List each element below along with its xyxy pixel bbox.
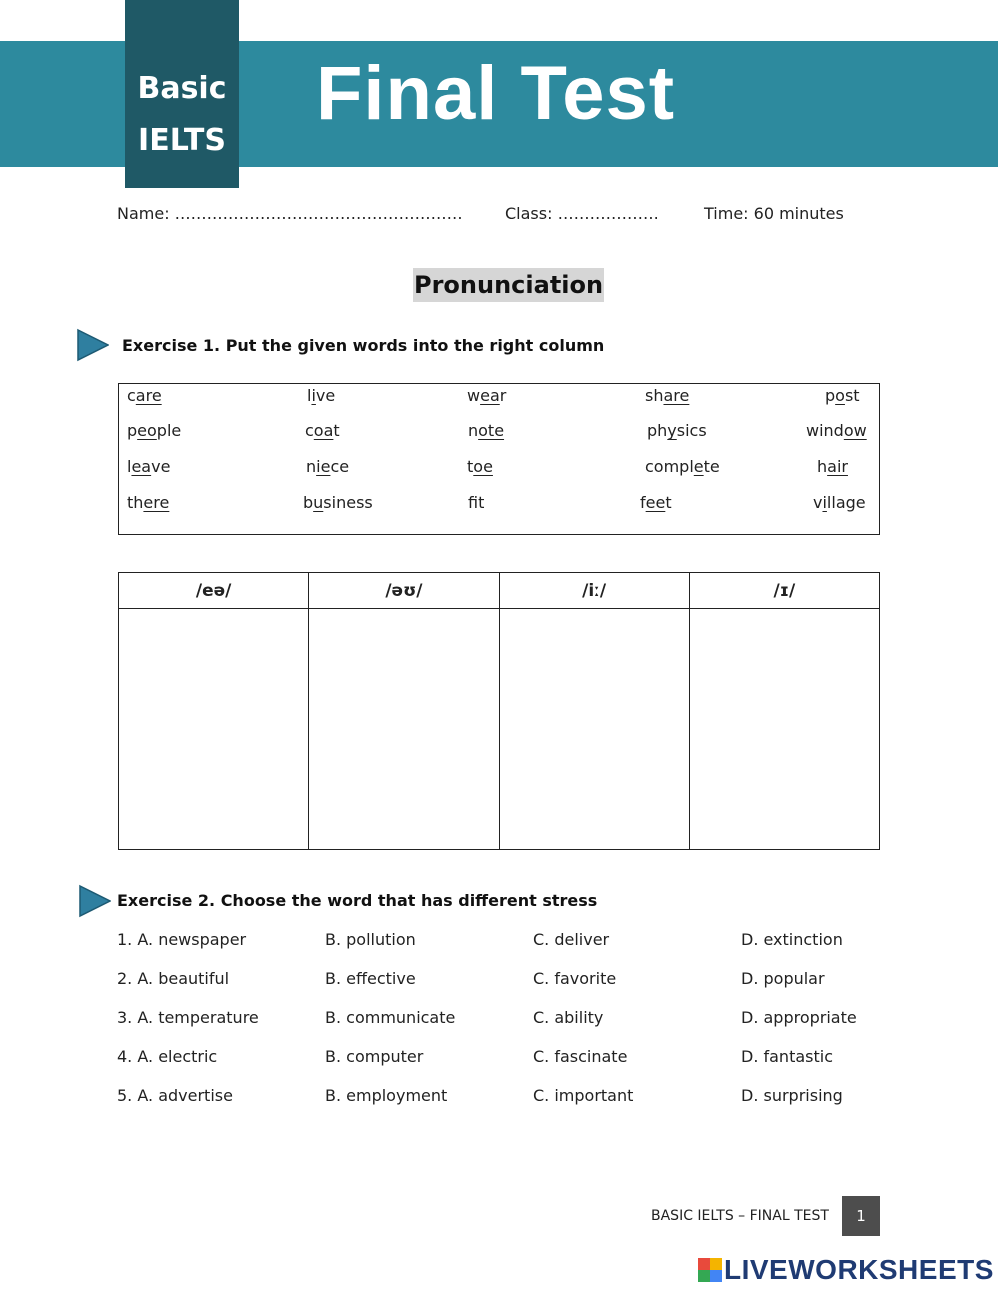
answer-option[interactable]: C. favorite: [533, 969, 617, 988]
answer-option[interactable]: B. communicate: [325, 1008, 456, 1027]
question-row: [117, 930, 897, 954]
question-row: [117, 1047, 897, 1071]
answer-option[interactable]: B. pollution: [325, 930, 416, 949]
word-item[interactable]: share: [645, 386, 690, 405]
footer-label: BASIC IELTS – FINAL TEST: [651, 1208, 829, 1224]
word-item[interactable]: post: [825, 386, 860, 405]
answer-option[interactable]: 3. A. temperature: [117, 1008, 259, 1027]
badge-line1: Basic: [137, 71, 227, 106]
word-item[interactable]: wear: [467, 386, 507, 405]
word-item[interactable]: niece: [306, 457, 350, 476]
answer-option[interactable]: D. fantastic: [741, 1047, 833, 1066]
drop-zone-ii[interactable]: [499, 609, 689, 850]
play-arrow-icon: [77, 884, 111, 918]
drop-zone-ea[interactable]: [119, 609, 309, 850]
column-header-ea: /eə/: [119, 573, 309, 609]
answer-option[interactable]: B. computer: [325, 1047, 424, 1066]
word-item[interactable]: toe: [467, 457, 493, 476]
section-heading: Pronunciation: [413, 268, 604, 302]
word-item[interactable]: care: [127, 386, 162, 405]
word-item[interactable]: hair: [817, 457, 848, 476]
answer-option[interactable]: D. surprising: [741, 1086, 843, 1105]
drop-zone-i[interactable]: [689, 609, 879, 850]
exercise1-title: Exercise 1. Put the given words into the right column: [122, 336, 605, 355]
answer-option[interactable]: D. appropriate: [741, 1008, 857, 1027]
badge-line2: IELTS: [138, 123, 226, 158]
word-item[interactable]: complete: [645, 457, 720, 476]
play-arrow-icon: [75, 328, 109, 362]
answer-option[interactable]: B. employment: [325, 1086, 448, 1105]
name-field[interactable]: Name: ………………………………………………: [117, 204, 463, 223]
word-bank: [118, 383, 880, 535]
column-header-i: /ɪ/: [689, 573, 879, 609]
answer-option[interactable]: 4. A. electric: [117, 1047, 218, 1066]
word-item[interactable]: people: [127, 421, 182, 440]
column-header-ii: /iː/: [499, 573, 689, 609]
answer-option[interactable]: C. deliver: [533, 930, 610, 949]
liveworksheets-mark-icon: [698, 1258, 722, 1282]
answer-option[interactable]: D. popular: [741, 969, 825, 988]
page-title: Final Test: [316, 51, 676, 136]
liveworksheets-logo: [698, 1256, 994, 1284]
word-item[interactable]: leave: [127, 457, 171, 476]
exercise2-title: Exercise 2. Choose the word that has different stress: [117, 891, 598, 910]
question-row: [117, 1008, 897, 1032]
word-item[interactable]: village: [813, 493, 866, 512]
word-item[interactable]: window: [806, 421, 867, 440]
word-item[interactable]: ft: [468, 493, 485, 512]
word-item[interactable]: note: [468, 421, 505, 440]
question-row: [117, 969, 897, 993]
word-item[interactable]: physics: [647, 421, 707, 440]
word-item[interactable]: coat: [305, 421, 340, 440]
answer-option[interactable]: 2. A. beautiful: [117, 969, 230, 988]
answer-option[interactable]: C. ability: [533, 1008, 604, 1027]
word-item[interactable]: live: [307, 386, 336, 405]
liveworksheets-wordmark: LIVEWORKSHEETS: [724, 1254, 994, 1285]
answer-option[interactable]: C. fascinate: [533, 1047, 628, 1066]
word-item[interactable]: there: [127, 493, 170, 512]
answer-option[interactable]: B. effective: [325, 969, 416, 988]
time-label: Time: 60 minutes: [704, 204, 844, 223]
class-field[interactable]: Class: ……………….: [505, 204, 659, 223]
answer-option[interactable]: D. extinction: [741, 930, 843, 949]
question-row: [117, 1086, 897, 1110]
answer-option[interactable]: 1. A. newspaper: [117, 930, 247, 949]
page-number: 1: [842, 1196, 880, 1236]
answer-option[interactable]: C. important: [533, 1086, 634, 1105]
word-item[interactable]: feet: [640, 493, 672, 512]
sound-columns-table: [118, 572, 880, 850]
drop-zone-ou[interactable]: [309, 609, 499, 850]
word-item[interactable]: business: [303, 493, 373, 512]
answer-option[interactable]: 5. A. advertise: [117, 1086, 233, 1105]
course-badge: [125, 0, 239, 188]
column-header-ou: /əʊ/: [309, 573, 499, 609]
